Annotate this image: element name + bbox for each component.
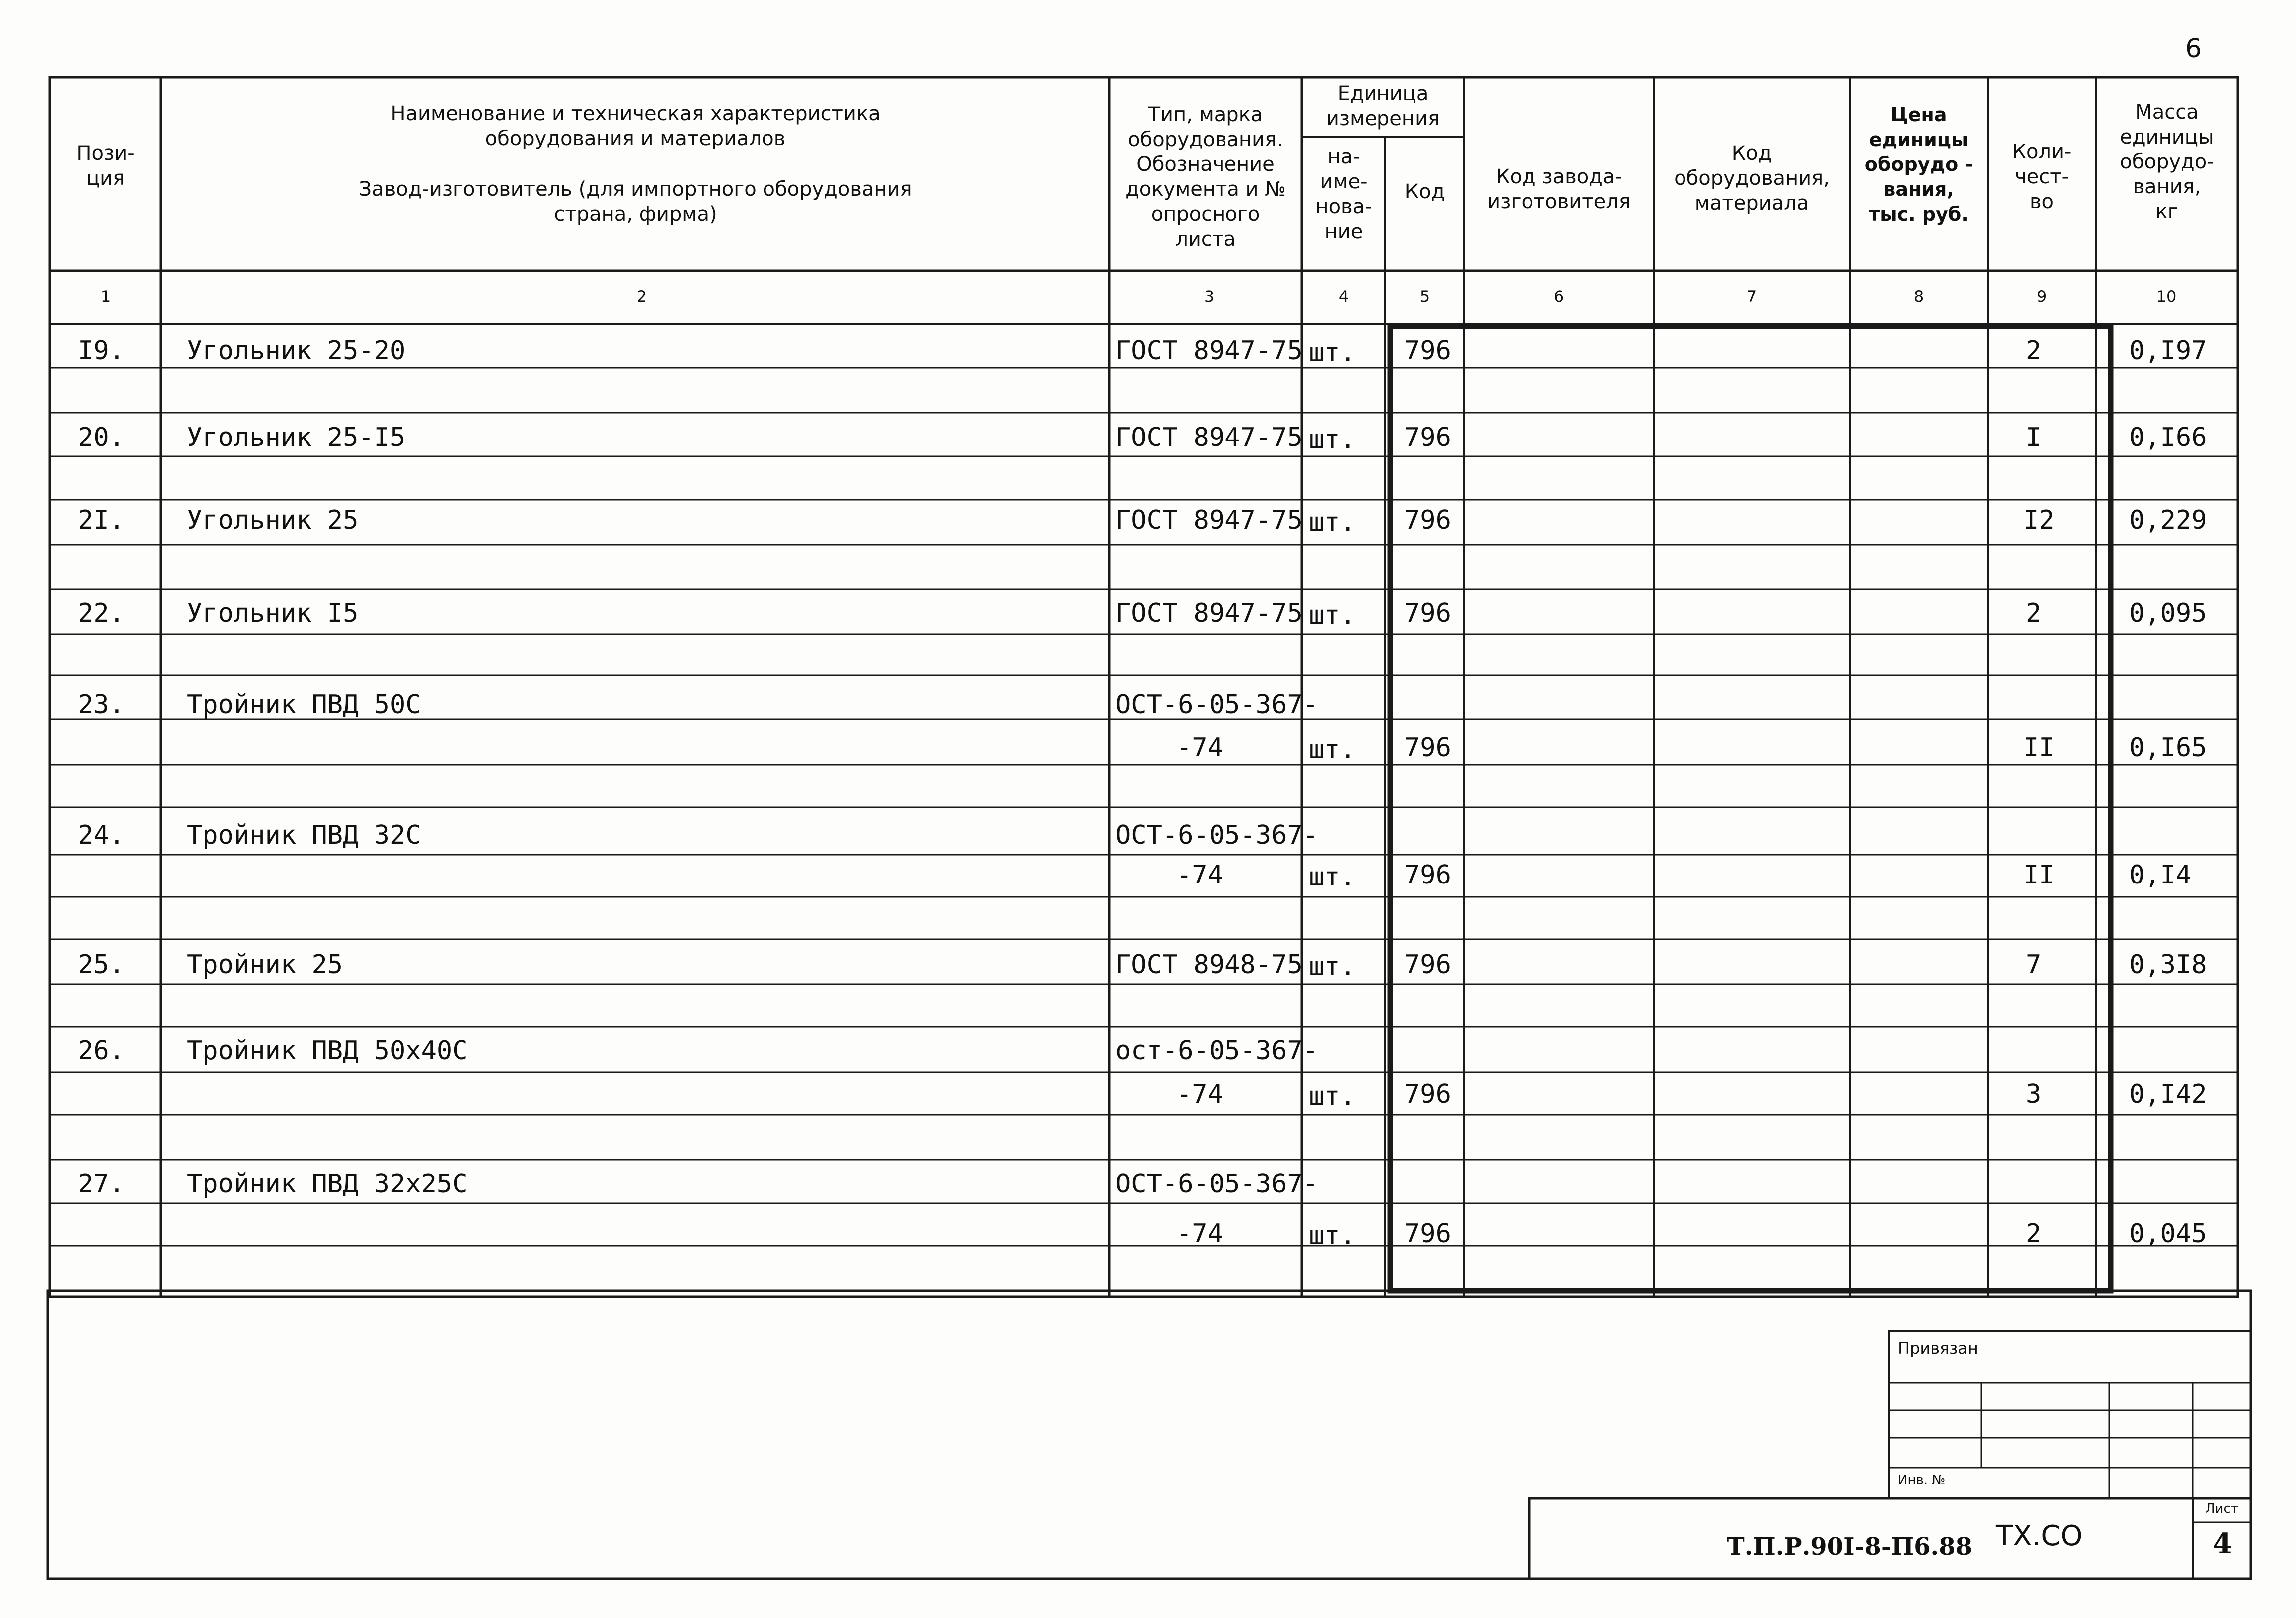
row-mass: 0,I42 xyxy=(2129,1079,2207,1109)
row-mass: 0,045 xyxy=(2129,1219,2207,1249)
row-name: Тройник ПВД 32х25С xyxy=(187,1169,468,1199)
row-name: Тройник ПВД 50С xyxy=(187,690,421,720)
row-unit: шт. xyxy=(1309,600,1356,630)
row-name: Угольник 25 xyxy=(187,505,359,535)
document-designation: Т.П.Р.90I-8-П6.88 xyxy=(1727,1533,1972,1561)
row-position: 27. xyxy=(78,1169,125,1199)
column-number: 10 xyxy=(2156,287,2177,306)
header-unit-code: Код xyxy=(1404,180,1445,203)
row-name: Тройник ПВД 32С xyxy=(187,820,421,850)
row-mass: 0,3I8 xyxy=(2129,950,2207,980)
row-document-cont: -74 xyxy=(1176,1079,1223,1109)
row-unit-code: 796 xyxy=(1404,505,1451,535)
row-quantity: 2 xyxy=(2026,1219,2042,1249)
row-position: 2I. xyxy=(78,505,125,535)
row-quantity: I xyxy=(2026,423,2042,452)
row-quantity: 2 xyxy=(2026,598,2042,628)
row-position: 24. xyxy=(78,820,125,850)
row-unit: шт. xyxy=(1309,952,1356,982)
column-number: 9 xyxy=(2036,287,2047,306)
row-document: ОСТ-6-05-367- xyxy=(1115,1169,1318,1199)
row-quantity: I2 xyxy=(2023,505,2055,535)
row-position: 22. xyxy=(78,598,125,628)
row-unit: шт. xyxy=(1309,338,1356,368)
row-name: Угольник I5 xyxy=(187,598,359,628)
column-number: 1 xyxy=(100,287,111,306)
row-unit-code: 796 xyxy=(1404,598,1451,628)
row-name: Тройник ПВД 50х40С xyxy=(187,1036,468,1066)
page-number: 6 xyxy=(2185,34,2202,64)
row-document: ГОСТ 8947-75 xyxy=(1115,505,1303,535)
row-unit: шт. xyxy=(1309,425,1356,454)
row-document: ГОСТ 8948-75 xyxy=(1115,950,1303,980)
linked-label: Привязан xyxy=(1898,1339,1978,1358)
header-name: Наименование и техническая характеристика оборудования и материалов xyxy=(390,102,881,150)
row-name: Угольник 25-I5 xyxy=(187,423,406,452)
row-mass: 0,229 xyxy=(2129,505,2207,535)
row-unit-code: 796 xyxy=(1404,860,1451,890)
row-document: ост-6-05-367- xyxy=(1115,1036,1318,1066)
inventory-number-label: Инв. № xyxy=(1898,1473,1946,1488)
row-position: 20. xyxy=(78,423,125,452)
document-code: ТХ.СО xyxy=(1996,1520,2083,1552)
row-name: Угольник 25-20 xyxy=(187,336,406,366)
row-document: ГОСТ 8947-75 xyxy=(1115,598,1303,628)
column-number: 3 xyxy=(1204,287,1215,306)
column-number: 5 xyxy=(1419,287,1430,306)
header-mass: Масса единицы оборудо- вания, кг xyxy=(2120,101,2214,223)
row-document-cont: -74 xyxy=(1176,1219,1223,1249)
row-unit: шт. xyxy=(1309,1221,1356,1251)
row-document: ОСТ-6-05-367- xyxy=(1115,820,1318,850)
row-quantity: 2 xyxy=(2026,336,2042,366)
row-quantity: 3 xyxy=(2026,1079,2042,1109)
row-position: 23. xyxy=(78,690,125,720)
header-position: Пози- ция xyxy=(76,142,135,190)
column-number: 4 xyxy=(1338,287,1349,306)
sheet-label: Лист xyxy=(2205,1501,2238,1516)
header-type: Тип, марка оборудования. Обозначение документа и № опросного листа xyxy=(1125,103,1286,251)
row-mass: 0,I97 xyxy=(2129,336,2207,366)
sheet-number: 4 xyxy=(2213,1527,2232,1560)
header-unit-name: на- име- нова- ние xyxy=(1315,146,1372,243)
row-position: 26. xyxy=(78,1036,125,1066)
header-quantity: Коли- чест- во xyxy=(2012,141,2072,213)
header-manufacturer: Завод-изготовитель (для импортного оборудования страна, фирма) xyxy=(359,178,912,226)
row-mass: 0,I4 xyxy=(2129,860,2192,890)
row-name: Тройник 25 xyxy=(187,950,343,980)
row-document: ГОСТ 8947-75 xyxy=(1115,423,1303,452)
row-position: I9. xyxy=(78,336,125,366)
row-mass: 0,I66 xyxy=(2129,423,2207,452)
row-mass: 0,I65 xyxy=(2129,733,2207,763)
header-price: Цена единицы оборудо - вания, тыс. руб. xyxy=(1864,104,1973,225)
row-position: 25. xyxy=(78,950,125,980)
row-unit-code: 796 xyxy=(1404,1219,1451,1249)
column-number: 6 xyxy=(1553,287,1564,306)
row-unit-code: 796 xyxy=(1404,1079,1451,1109)
row-quantity: 7 xyxy=(2026,950,2042,980)
row-unit-code: 796 xyxy=(1404,423,1451,452)
header-factory-code: Код завода- изготовителя xyxy=(1487,165,1631,213)
row-document-cont: -74 xyxy=(1176,733,1223,763)
row-quantity: II xyxy=(2023,733,2055,763)
row-unit-code: 796 xyxy=(1404,950,1451,980)
header-equipment-code: Код оборудования, материала xyxy=(1674,142,1830,215)
row-unit-code: 796 xyxy=(1404,733,1451,763)
row-document: ГОСТ 8947-75 xyxy=(1115,336,1303,366)
header-unit: Единица измерения xyxy=(1326,82,1440,130)
column-number: 8 xyxy=(1913,287,1924,306)
row-document-cont: -74 xyxy=(1176,860,1223,890)
row-unit: шт. xyxy=(1309,507,1356,537)
row-unit: шт. xyxy=(1309,735,1356,765)
column-number: 7 xyxy=(1746,287,1757,306)
row-unit-code: 796 xyxy=(1404,336,1451,366)
column-number: 2 xyxy=(636,287,647,306)
row-document: ОСТ-6-05-367- xyxy=(1115,690,1318,720)
row-mass: 0,095 xyxy=(2129,598,2207,628)
row-unit: шт. xyxy=(1309,862,1356,892)
row-unit: шт. xyxy=(1309,1081,1356,1111)
row-quantity: II xyxy=(2023,860,2055,890)
